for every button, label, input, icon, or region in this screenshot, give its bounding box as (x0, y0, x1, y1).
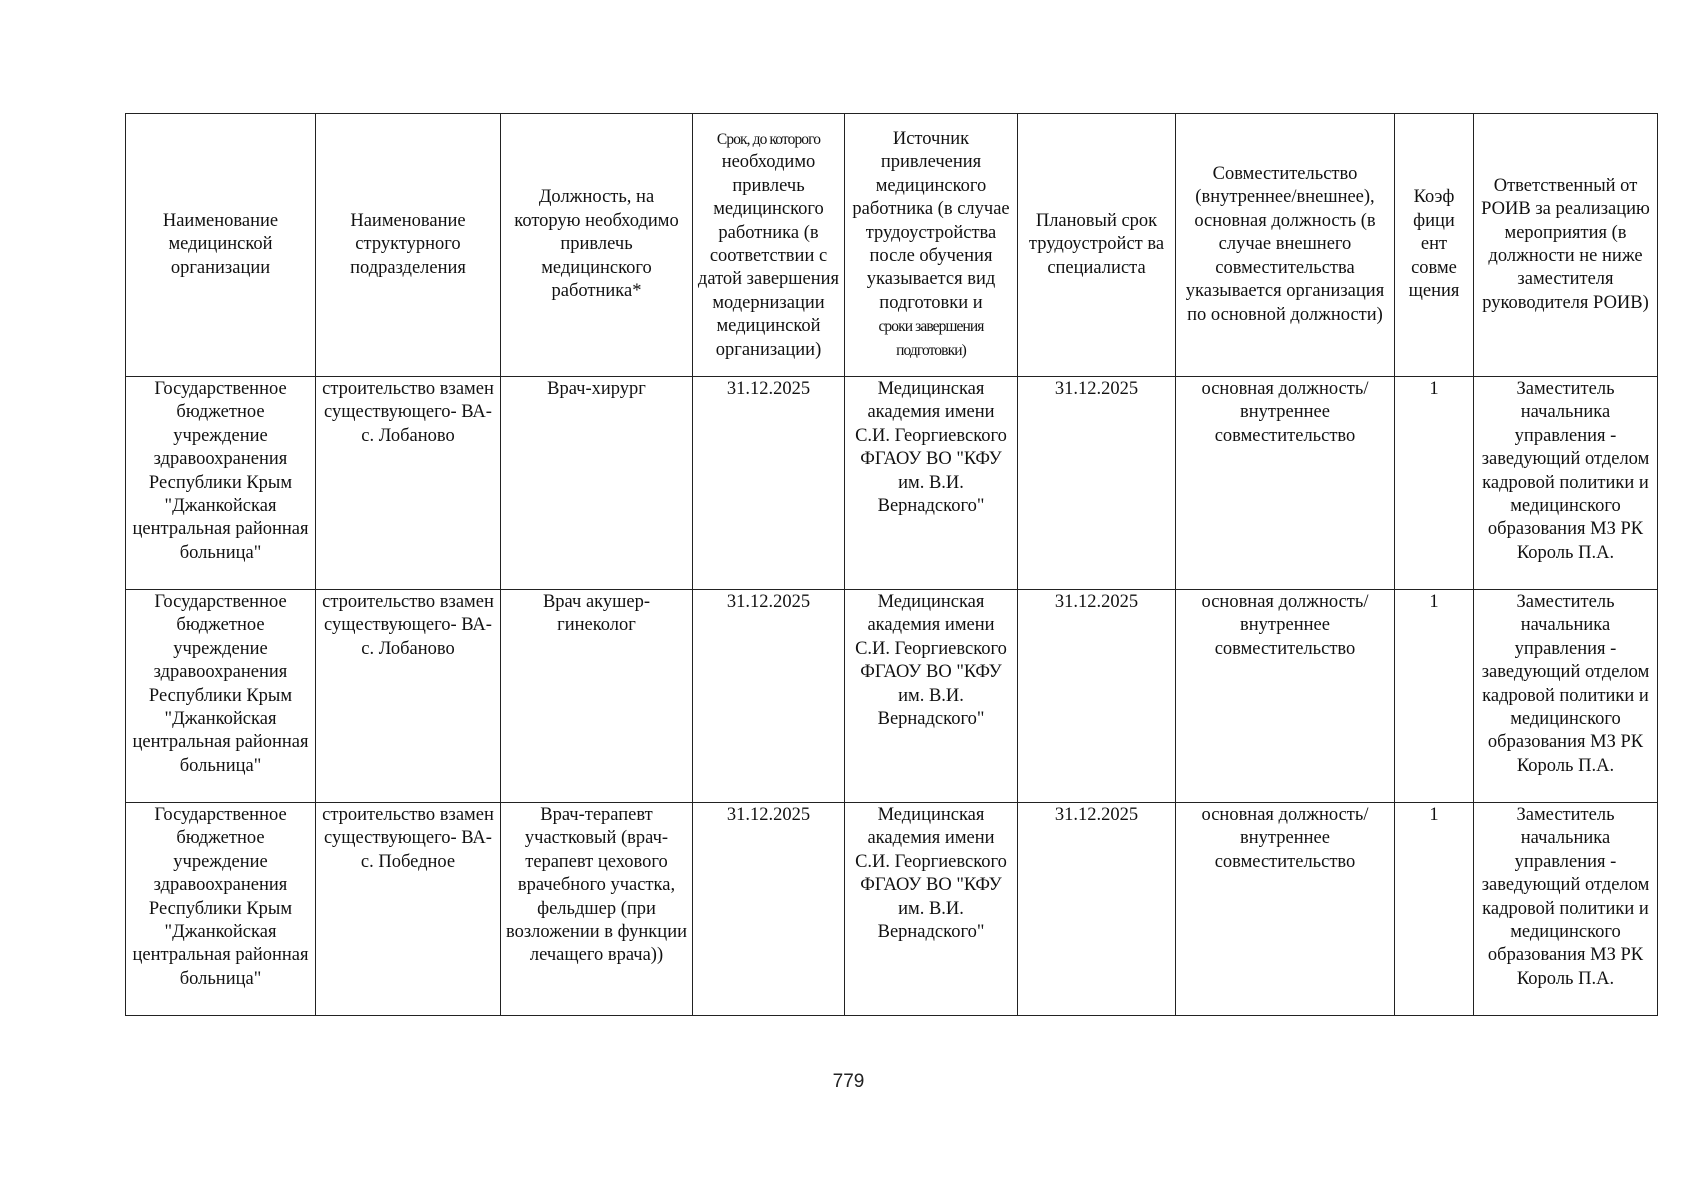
header-planned-date: Плановый срок трудоустройст ва специалиста (1018, 114, 1176, 377)
table-header-row (126, 114, 1658, 377)
cell-subdivision: строительство взамен существующего- ВА-с. Лобаново (316, 377, 501, 590)
cell-coefficient: 1 (1395, 803, 1474, 1016)
cell-planned-date: 31.12.2025 (1018, 590, 1176, 803)
cell-combination: основная должность/ внутреннее совместительство (1176, 377, 1395, 590)
cell-subdivision: строительство взамен существующего- ВА-с. Победное (316, 803, 501, 1016)
cell-organization: Государственное бюджетное учреждение здравоохранения Республики Крым "Джанкойская центральная районная больница" (126, 377, 316, 590)
header-source-main: Источник привлечения медицинского работника (в случае трудоустройства после обучения указывается вид подготовки и (852, 128, 1010, 313)
header-deadline (693, 114, 845, 377)
cell-position: Врач-хирург (501, 377, 693, 590)
header-deadline-prefix: Срок, до которого (716, 130, 821, 148)
header-coefficient: Коэф фици ент совме щения (1395, 114, 1474, 377)
table-row (126, 377, 1658, 590)
cell-coefficient: 1 (1395, 590, 1474, 803)
header-source-suffix: сроки завершения подготовки) (878, 318, 984, 359)
cell-organization: Государственное бюджетное учреждение здравоохранения Республики Крым "Джанкойская центральная районная больница" (126, 590, 316, 803)
table-row (126, 803, 1658, 1016)
cell-combination: основная должность/ внутреннее совместительство (1176, 590, 1395, 803)
cell-deadline: 31.12.2025 (693, 377, 845, 590)
cell-position: Врач-терапевт участковый (врач- терапевт цехового врачебного участка, фельдшер (при возложении в функции лечащего врача)) (501, 803, 693, 1016)
cell-subdivision: строительство взамен существующего- ВА-с. Лобаново (316, 590, 501, 803)
table-row (126, 590, 1658, 803)
cell-responsible: Заместитель начальника управления - заведующий отделом кадровой политики и медицинского образования МЗ РК Король П.А. (1474, 377, 1658, 590)
staffing-table (125, 113, 1658, 1016)
cell-deadline: 31.12.2025 (693, 803, 845, 1016)
cell-source: Медицинская академия имени С.И. Георгиевского ФГАОУ ВО "КФУ им. В.И. Вернадского" (845, 377, 1018, 590)
cell-responsible: Заместитель начальника управления - заведующий отделом кадровой политики и медицинского образования МЗ РК Король П.А. (1474, 590, 1658, 803)
cell-planned-date: 31.12.2025 (1018, 803, 1176, 1016)
header-source (845, 114, 1018, 377)
cell-position: Врач акушер- гинеколог (501, 590, 693, 803)
cell-coefficient: 1 (1395, 377, 1474, 590)
cell-combination: основная должность/ внутреннее совместительство (1176, 803, 1395, 1016)
cell-organization: Государственное бюджетное учреждение здравоохранения Республики Крым "Джанкойская центральная районная больница" (126, 803, 316, 1016)
header-responsible: Ответственный от РОИВ за реализацию мероприятия (в должности не ниже заместителя руководителя РОИВ) (1474, 114, 1658, 377)
header-combination: Совместительство (внутреннее/внешнее), основная должность (в случае внешнего совместительства указывается организация по основной должности) (1176, 114, 1395, 377)
page-number: 779 (832, 1071, 865, 1092)
cell-source: Медицинская академия имени С.И. Георгиевского ФГАОУ ВО "КФУ им. В.И. Вернадского" (845, 803, 1018, 1016)
header-deadline-rest: необходимо привлечь медицинского работника (в соответствии с датой завершения модернизации медицинской организации) (697, 152, 840, 360)
cell-deadline: 31.12.2025 (693, 590, 845, 803)
cell-responsible: Заместитель начальника управления - заведующий отделом кадровой политики и медицинского образования МЗ РК Король П.А. (1474, 803, 1658, 1016)
cell-planned-date: 31.12.2025 (1018, 377, 1176, 590)
header-subdivision: Наименование структурного подразделения (316, 114, 501, 377)
cell-source: Медицинская академия имени С.И. Георгиевского ФГАОУ ВО "КФУ им. В.И. Вернадского" (845, 590, 1018, 803)
header-position: Должность, на которую необходимо привлечь медицинского работника* (501, 114, 693, 377)
header-organization: Наименование медицинской организации (126, 114, 316, 377)
